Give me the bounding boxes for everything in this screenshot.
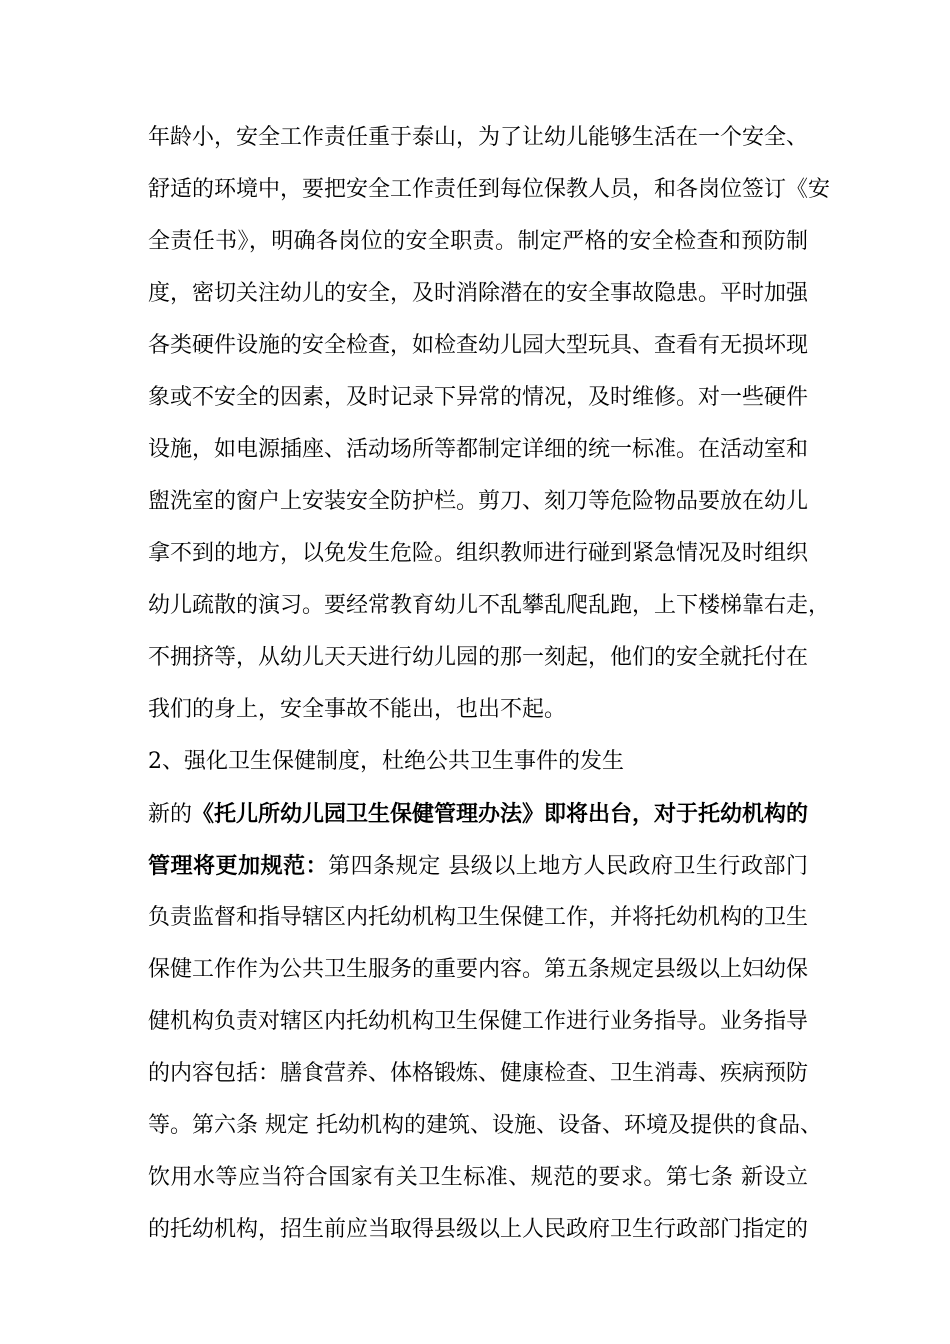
paragraph-1-line-11: 不拥挤等，从幼儿天天进行幼儿园的那一刻起，他们的安全就托付在 <box>148 645 809 670</box>
paragraph-2-line-3: 负责监督和指导辖区内托幼机构卫生保健工作，并将托幼机构的卫生 <box>148 905 809 930</box>
paragraph-2-line-7: 等。第六条 规定 托幼机构的建筑、设施、设备、环境及提供的食品、 <box>148 1113 822 1138</box>
paragraph-2-line-1-normal: 新的 <box>148 802 193 827</box>
paragraph-1-line-1: 年龄小，安全工作责任重于泰山，为了让幼儿能够生活在一个安全、 <box>148 125 809 150</box>
paragraph-2-line-6: 的内容包括：膳食营养、体格锻炼、健康检查、卫生消毒、疾病预防 <box>148 1061 809 1086</box>
paragraph-1-line-10: 幼儿疏散的演习。要经常教育幼儿不乱攀乱爬乱跑，上下楼梯靠右走， <box>148 593 831 618</box>
paragraph-1-line-9: 拿不到的地方，以免发生危险。组织教师进行碰到紧急情况及时组织 <box>148 541 809 566</box>
paragraph-1-line-12: 我们的身上，安全事故不能出，也出不起。 <box>148 697 567 722</box>
paragraph-1-line-6: 象或不安全的因素，及时记录下异常的情况，及时维修。对一些硬件 <box>148 385 809 410</box>
section-heading-2: 2、强化卫生保健制度，杜绝公共卫生事件的发生 <box>148 749 624 774</box>
paragraph-1-line-4: 度，密切关注幼儿的安全，及时消除潜在的安全事故隐患。平时加强 <box>148 281 809 306</box>
paragraph-2-line-1-bold: 《托儿所幼儿园卫生保健管理办法》即将出台，对于托幼机构的 <box>192 801 809 827</box>
paragraph-2-line-2 <box>148 851 808 881</box>
paragraph-2-line-5: 健机构负责对辖区内托幼机构卫生保健工作进行业务指导。业务指导 <box>148 1009 809 1034</box>
paragraph-2-line-4: 保健工作作为公共卫生服务的重要内容。第五条规定县级以上妇幼保 <box>148 957 809 982</box>
paragraph-2-line-1 <box>148 799 808 829</box>
paragraph-2-line-2-normal: 第四条规定 县级以上地方人民政府卫生行政部门 <box>328 854 808 879</box>
paragraph-1-line-5: 各类硬件设施的安全检查，如检查幼儿园大型玩具、查看有无损坏现 <box>148 333 809 358</box>
paragraph-1-line-3: 全责任书》，明确各岗位的安全职责。制定严格的安全检查和预防制 <box>148 229 808 254</box>
paragraph-2-line-2-bold: 管理将更加规范： <box>148 853 329 879</box>
paragraph-2-line-9: 的托幼机构，招生前应当取得县级以上人民政府卫生行政部门指定的 <box>148 1217 809 1242</box>
paragraph-1-line-7: 设施，如电源插座、活动场所等都制定详细的统一标准。在活动室和 <box>148 437 809 462</box>
paragraph-2-line-8: 饮用水等应当符合国家有关卫生标准、规范的要求。第七条 新设立 <box>148 1165 808 1190</box>
paragraph-1-line-2: 舒适的环境中，要把安全工作责任到每位保教人员，和各岗位签订《安 <box>148 177 831 202</box>
paragraph-1-line-8: 盥洗室的窗户上安装安全防护栏。剪刀、刻刀等危险物品要放在幼儿 <box>148 489 809 514</box>
